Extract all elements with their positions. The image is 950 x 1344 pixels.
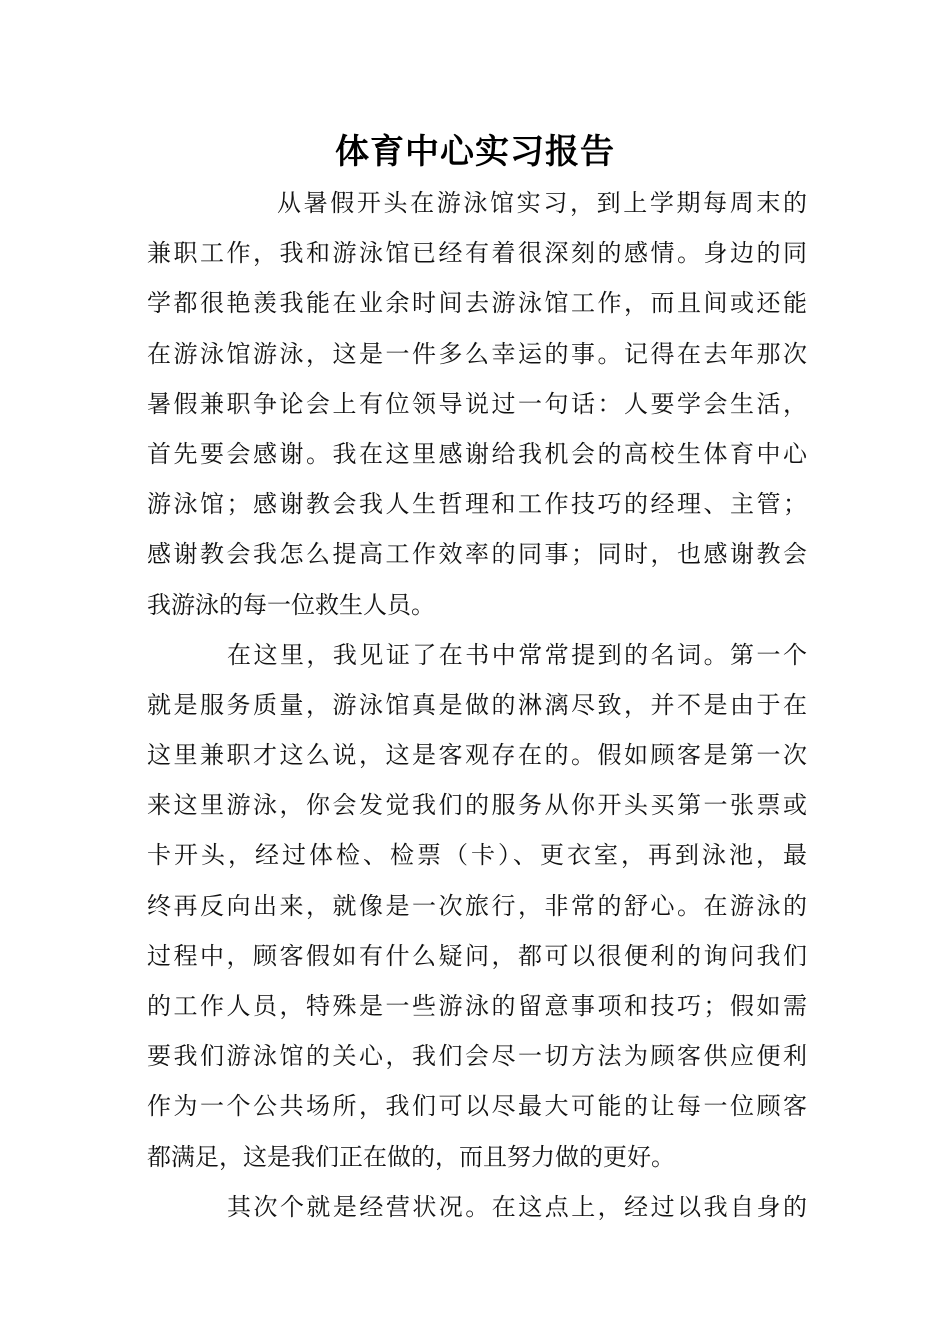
text-line [147,178,807,228]
text-line: 的工作人员，特殊是一些游泳的留意事项和技巧；假如需 [147,992,807,1020]
text-line: 其次个就是经营状况。在这点上，经过以我自身的 [227,1192,807,1221]
text-line: 就是服务质量，游泳馆真是做的淋漓尽致，并不是由于在 [147,690,807,719]
text-line: 这里兼职才这么说，这是客观存在的。假如顾客是第一次 [147,741,807,770]
text-line: 作为一个公共场所，我们可以尽最大可能的让每一位顾客 [147,1092,807,1121]
paragraph-3 [147,1182,807,1232]
text-line: 首先要会感谢。我在这里感谢给我机会的高校生体育中心 [147,439,807,468]
paragraph-2 [147,630,807,1182]
text-line: 学都很艳羡我能在业余时间去游泳馆工作，而且间或还能 [147,289,807,318]
text-line: 都满足，这是我们正在做的，而且努力做的更好。 [147,1142,675,1171]
text-line: 暑假兼职争论会上有位领导说过一句话：人要学会生活， [147,389,807,418]
text-line: 兼职工作，我和游泳馆已经有着很深刻的感情。身边的同 [147,239,807,268]
text-line: 在这里，我见证了在书中常常提到的名词。第一个 [227,640,807,669]
text-line: 在游泳馆游泳，这是一件多么幸运的事。记得在去年那次 [147,339,807,368]
text-line: 要我们游泳馆的关心，我们会尽一切方法为顾客供应便利 [147,1042,807,1071]
text-line: 来这里游泳，你会发觉我们的服务从你开头买第一张票或 [147,791,807,820]
paragraph-1 [147,178,807,630]
text-line: 终再反向出来，就像是一次旅行，非常的舒心。在游泳的 [147,891,807,920]
text-line: 卡开头，经过体检、检票（卡）、更衣室，再到泳池，最 [147,841,807,870]
text-line-content: 从暑假开头在游泳馆实习，到上学期每周末的 [277,189,807,217]
text-line: 感谢教会我怎么提高工作效率的同事；同时，也感谢教会 [147,540,807,569]
text-line: 过程中，顾客假如有什么疑问，都可以很便利的询问我们 [147,941,807,970]
document-body [147,178,807,1232]
text-line: 我游泳的每一位救生人员。 [147,590,435,619]
text-line: 游泳馆；感谢教会我人生哲理和工作技巧的经理、主管； [147,490,807,519]
document-title: 体育中心实习报告 [335,132,615,172]
